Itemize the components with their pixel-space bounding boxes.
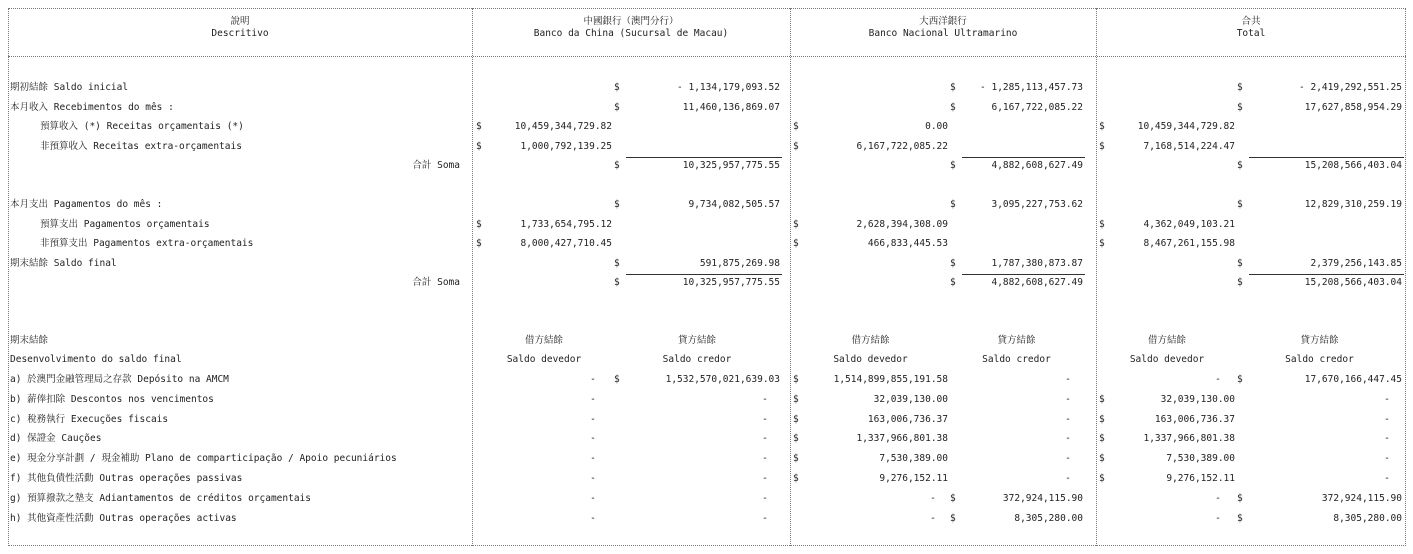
subtotal-rule [626,157,782,158]
currency-sign: $ [1099,393,1105,405]
value-total: 10,459,344,729.82 [1137,121,1235,132]
value-tot-dev: 7,530,389.00 [1166,453,1235,465]
value-total: 7,168,514,224.47 [1143,140,1235,152]
row-label: e) 現金分享計劃 / 現金補助 Plano de comparticipação / Apoio pecuniários [10,453,397,465]
value-total: 12,829,310,259.19 [1304,199,1402,210]
currency-sign: $ [1237,374,1243,385]
value-dash: - [1384,413,1390,425]
value-dash: - [1065,473,1071,484]
currency-sign: $ [950,492,956,504]
value-tot-dev: 163,006,736.37 [1154,413,1235,425]
column-debit-pt: Saldo devedor [506,354,582,365]
value-dash: - [590,492,596,504]
value-dash: - [1065,433,1071,445]
currency-sign: $ [950,257,956,269]
currency-sign: $ [1099,140,1105,152]
value-bc: 8,000,427,710.45 [520,238,612,249]
value-total: 2,379,256,143.85 [1310,257,1402,269]
currency-sign: $ [1099,453,1105,465]
value-bnu: 6,167,722,085.22 [856,140,948,152]
currency-sign: $ [1237,512,1243,524]
column-debit-zh: 借方結餘 [851,335,890,346]
value-bnu: 4,882,608,627.49 [991,277,1083,288]
currency-sign: $ [476,140,482,152]
value-dash: - [1384,473,1390,484]
currency-sign: $ [1099,433,1105,445]
row-label: c) 稅務執行 Execuções fiscais [10,413,169,425]
value-dash: - [1215,512,1221,524]
value-dash: - [1215,374,1221,385]
currency-sign: $ [793,238,799,249]
value-dash: - [1065,453,1071,465]
currency-sign: $ [950,512,956,524]
value-total: 17,627,858,954.29 [1304,101,1402,113]
value-bnu: 1,787,380,873.87 [991,257,1083,269]
currency-sign: $ [793,393,799,405]
currency-sign: $ [614,199,620,210]
value-bnu-dev: 163,006,736.37 [867,413,948,425]
value-tot-dev: 9,276,152.11 [1166,473,1235,484]
value-total: 8,467,261,155.98 [1143,238,1235,249]
value-dash: - [762,393,768,405]
column-credit-zh: 貸方結餘 [677,335,716,346]
currency-sign: $ [614,374,620,385]
value-bc: 1,733,654,795.12 [520,218,612,230]
currency-sign: $ [950,199,956,210]
currency-sign: $ [614,257,620,269]
value-bnu-dev: 9,276,152.11 [879,473,948,484]
value-bc: 1,000,792,139.25 [520,140,612,152]
column-credit-pt: Saldo credor [662,354,732,365]
value-dash: - [762,413,768,425]
column-divider [472,8,473,546]
column-debit-zh: 借方結餘 [1147,335,1186,346]
value-dash: - [762,512,768,524]
value-dash: - [1065,374,1071,385]
currency-sign: $ [614,82,620,93]
value-bnu-cred: 372,924,115.90 [1002,492,1083,504]
value-dash: - [930,492,936,504]
value-bnu-cred: 8,305,280.00 [1014,512,1083,524]
subtotal-rule [1249,157,1404,158]
currency-sign: $ [1237,199,1243,210]
value-bc-cred: 1,532,570,021,639.03 [665,374,780,385]
row-label: b) 薪俸扣除 Descontos nos vencimentos [10,393,214,405]
subtotal-rule [962,274,1085,275]
currency-sign: $ [476,238,482,249]
value-dash: - [1065,413,1071,425]
currency-sign: $ [950,82,956,93]
row-label: f) 其他負債性活動 Outras operações passivas [10,473,243,484]
value-bc: 591,875,269.98 [699,257,780,269]
currency-sign: $ [793,453,799,465]
value-bc: 10,325,957,775.55 [682,277,780,288]
value-bc: 10,459,344,729.82 [514,121,612,132]
currency-sign: $ [1237,257,1243,269]
currency-sign: $ [793,140,799,152]
column-debit-pt: Saldo devedor [1129,354,1205,365]
row-label: 本月支出 Pagamentos do mês : [10,199,163,210]
value-dash: - [1065,393,1071,405]
value-dash: - [590,453,596,465]
value-bnu: 0.00 [925,121,948,132]
value-bc: 9,734,082,505.57 [688,199,780,210]
currency-sign: $ [950,101,956,113]
currency-sign: $ [793,433,799,445]
value-tot-cred: 17,670,166,447.45 [1304,374,1402,385]
value-tot-dev: 1,337,966,801.38 [1143,433,1235,445]
row-label: 非預算支出 Pagamentos extra-orçamentais [40,238,254,249]
value-total: 15,208,566,403.04 [1304,277,1402,288]
currency-sign: $ [1099,121,1105,132]
header-divider [8,56,1406,57]
value-bnu: - 1,285,113,457.73 [980,82,1083,93]
value-dash: - [590,413,596,425]
currency-sign: $ [950,160,956,171]
currency-sign: $ [793,413,799,425]
value-bnu: 466,833,445.53 [867,238,948,249]
currency-sign: $ [950,277,956,288]
currency-sign: $ [614,101,620,113]
header-descritivo: 說明 Descritivo [211,16,269,39]
value-dash: - [762,492,768,504]
value-dash: - [762,473,768,484]
column-divider [1096,8,1097,546]
column-debit-pt: Saldo devedor [833,354,908,365]
value-dash: - [590,433,596,445]
value-bnu-dev: 1,514,899,855,191.58 [833,374,948,385]
value-dash: - [1384,453,1390,465]
value-bc: - 1,134,179,093.52 [677,82,780,93]
value-total: - 2,419,292,551.25 [1299,82,1402,93]
value-tot-cred: 372,924,115.90 [1321,492,1402,504]
row-label: h) 其他資產性活動 Outras operações activas [10,512,237,524]
value-dash: - [1215,492,1221,504]
subtotal-rule [962,157,1085,158]
currency-sign: $ [793,121,799,132]
value-dash: - [762,453,768,465]
currency-sign: $ [793,218,799,230]
value-dash: - [590,374,596,385]
row-label: a) 於澳門金融管理局之存款 Depósito na AMCM [10,374,229,385]
row-label: 期初結餘 Saldo inicial [10,82,129,93]
row-label: 期末結餘 Saldo final [10,257,117,269]
value-bc: 11,460,136,869.07 [682,101,780,113]
currency-sign: $ [1237,101,1243,113]
value-dash: - [1384,393,1390,405]
value-dash: - [930,512,936,524]
currency-sign: $ [1099,473,1105,484]
section-subtitle: Desenvolvimento do saldo final [10,354,182,365]
soma-label: 合計 Soma [412,277,460,288]
column-divider [790,8,791,546]
subtotal-rule [626,274,782,275]
currency-sign: $ [614,277,620,288]
subtotal-rule [1249,274,1404,275]
value-bnu: 2,628,394,308.09 [856,218,948,230]
value-dash: - [1384,433,1390,445]
row-label: 預算收入 (*) Receitas orçamentais (*) [40,121,244,132]
value-total: 15,208,566,403.04 [1304,160,1402,171]
section-title: 期末結餘 [10,335,49,346]
currency-sign: $ [476,121,482,132]
value-dash: - [590,512,596,524]
currency-sign: $ [1099,218,1105,230]
column-credit-pt: Saldo credor [1285,354,1354,365]
row-label: 非預算收入 Receitas extra-orçamentais [40,140,242,152]
value-bnu-dev: 1,337,966,801.38 [856,433,948,445]
currency-sign: $ [793,473,799,484]
column-debit-zh: 借方結餘 [524,335,563,346]
value-bnu-dev: 32,039,130.00 [873,393,948,405]
value-dash: - [762,433,768,445]
value-tot-cred: 8,305,280.00 [1333,512,1402,524]
currency-sign: $ [1099,413,1105,425]
currency-sign: $ [476,218,482,230]
currency-sign: $ [1237,277,1243,288]
row-label: 本月收入 Recebimentos do mês : [10,101,174,113]
value-bnu: 4,882,608,627.49 [991,160,1083,171]
value-dash: - [590,473,596,484]
column-credit-zh: 貸方結餘 [997,335,1036,346]
header-banco-china: 中國銀行（澳門分行） Banco da China (Sucursal de Macau) [533,16,729,39]
currency-sign: $ [1237,492,1243,504]
column-credit-zh: 貸方結餘 [1300,335,1339,346]
row-label: d) 保證金 Cauções [10,433,102,445]
header-total: 合共 Total [1236,16,1266,39]
currency-sign: $ [1099,238,1105,249]
value-bnu: 3,095,227,753.62 [991,199,1083,210]
currency-sign: $ [1237,160,1243,171]
row-label: g) 預算撥款之墊支 Adiantamentos de créditos orçamentais [10,492,311,504]
value-tot-dev: 32,039,130.00 [1160,393,1235,405]
value-bnu-dev: 7,530,389.00 [879,453,948,465]
column-credit-pt: Saldo credor [982,354,1051,365]
currency-sign: $ [793,374,799,385]
value-total: 4,362,049,103.21 [1143,218,1235,230]
value-bc: 10,325,957,775.55 [682,160,780,171]
currency-sign: $ [1237,82,1243,93]
header-bnu: 大西洋銀行 Banco Nacional Ultramarino [868,16,1018,39]
value-dash: - [590,393,596,405]
row-label: 預算支出 Pagamentos orçamentais [40,218,210,230]
currency-sign: $ [614,160,620,171]
value-bnu: 6,167,722,085.22 [991,101,1083,113]
soma-label: 合計 Soma [412,160,460,171]
